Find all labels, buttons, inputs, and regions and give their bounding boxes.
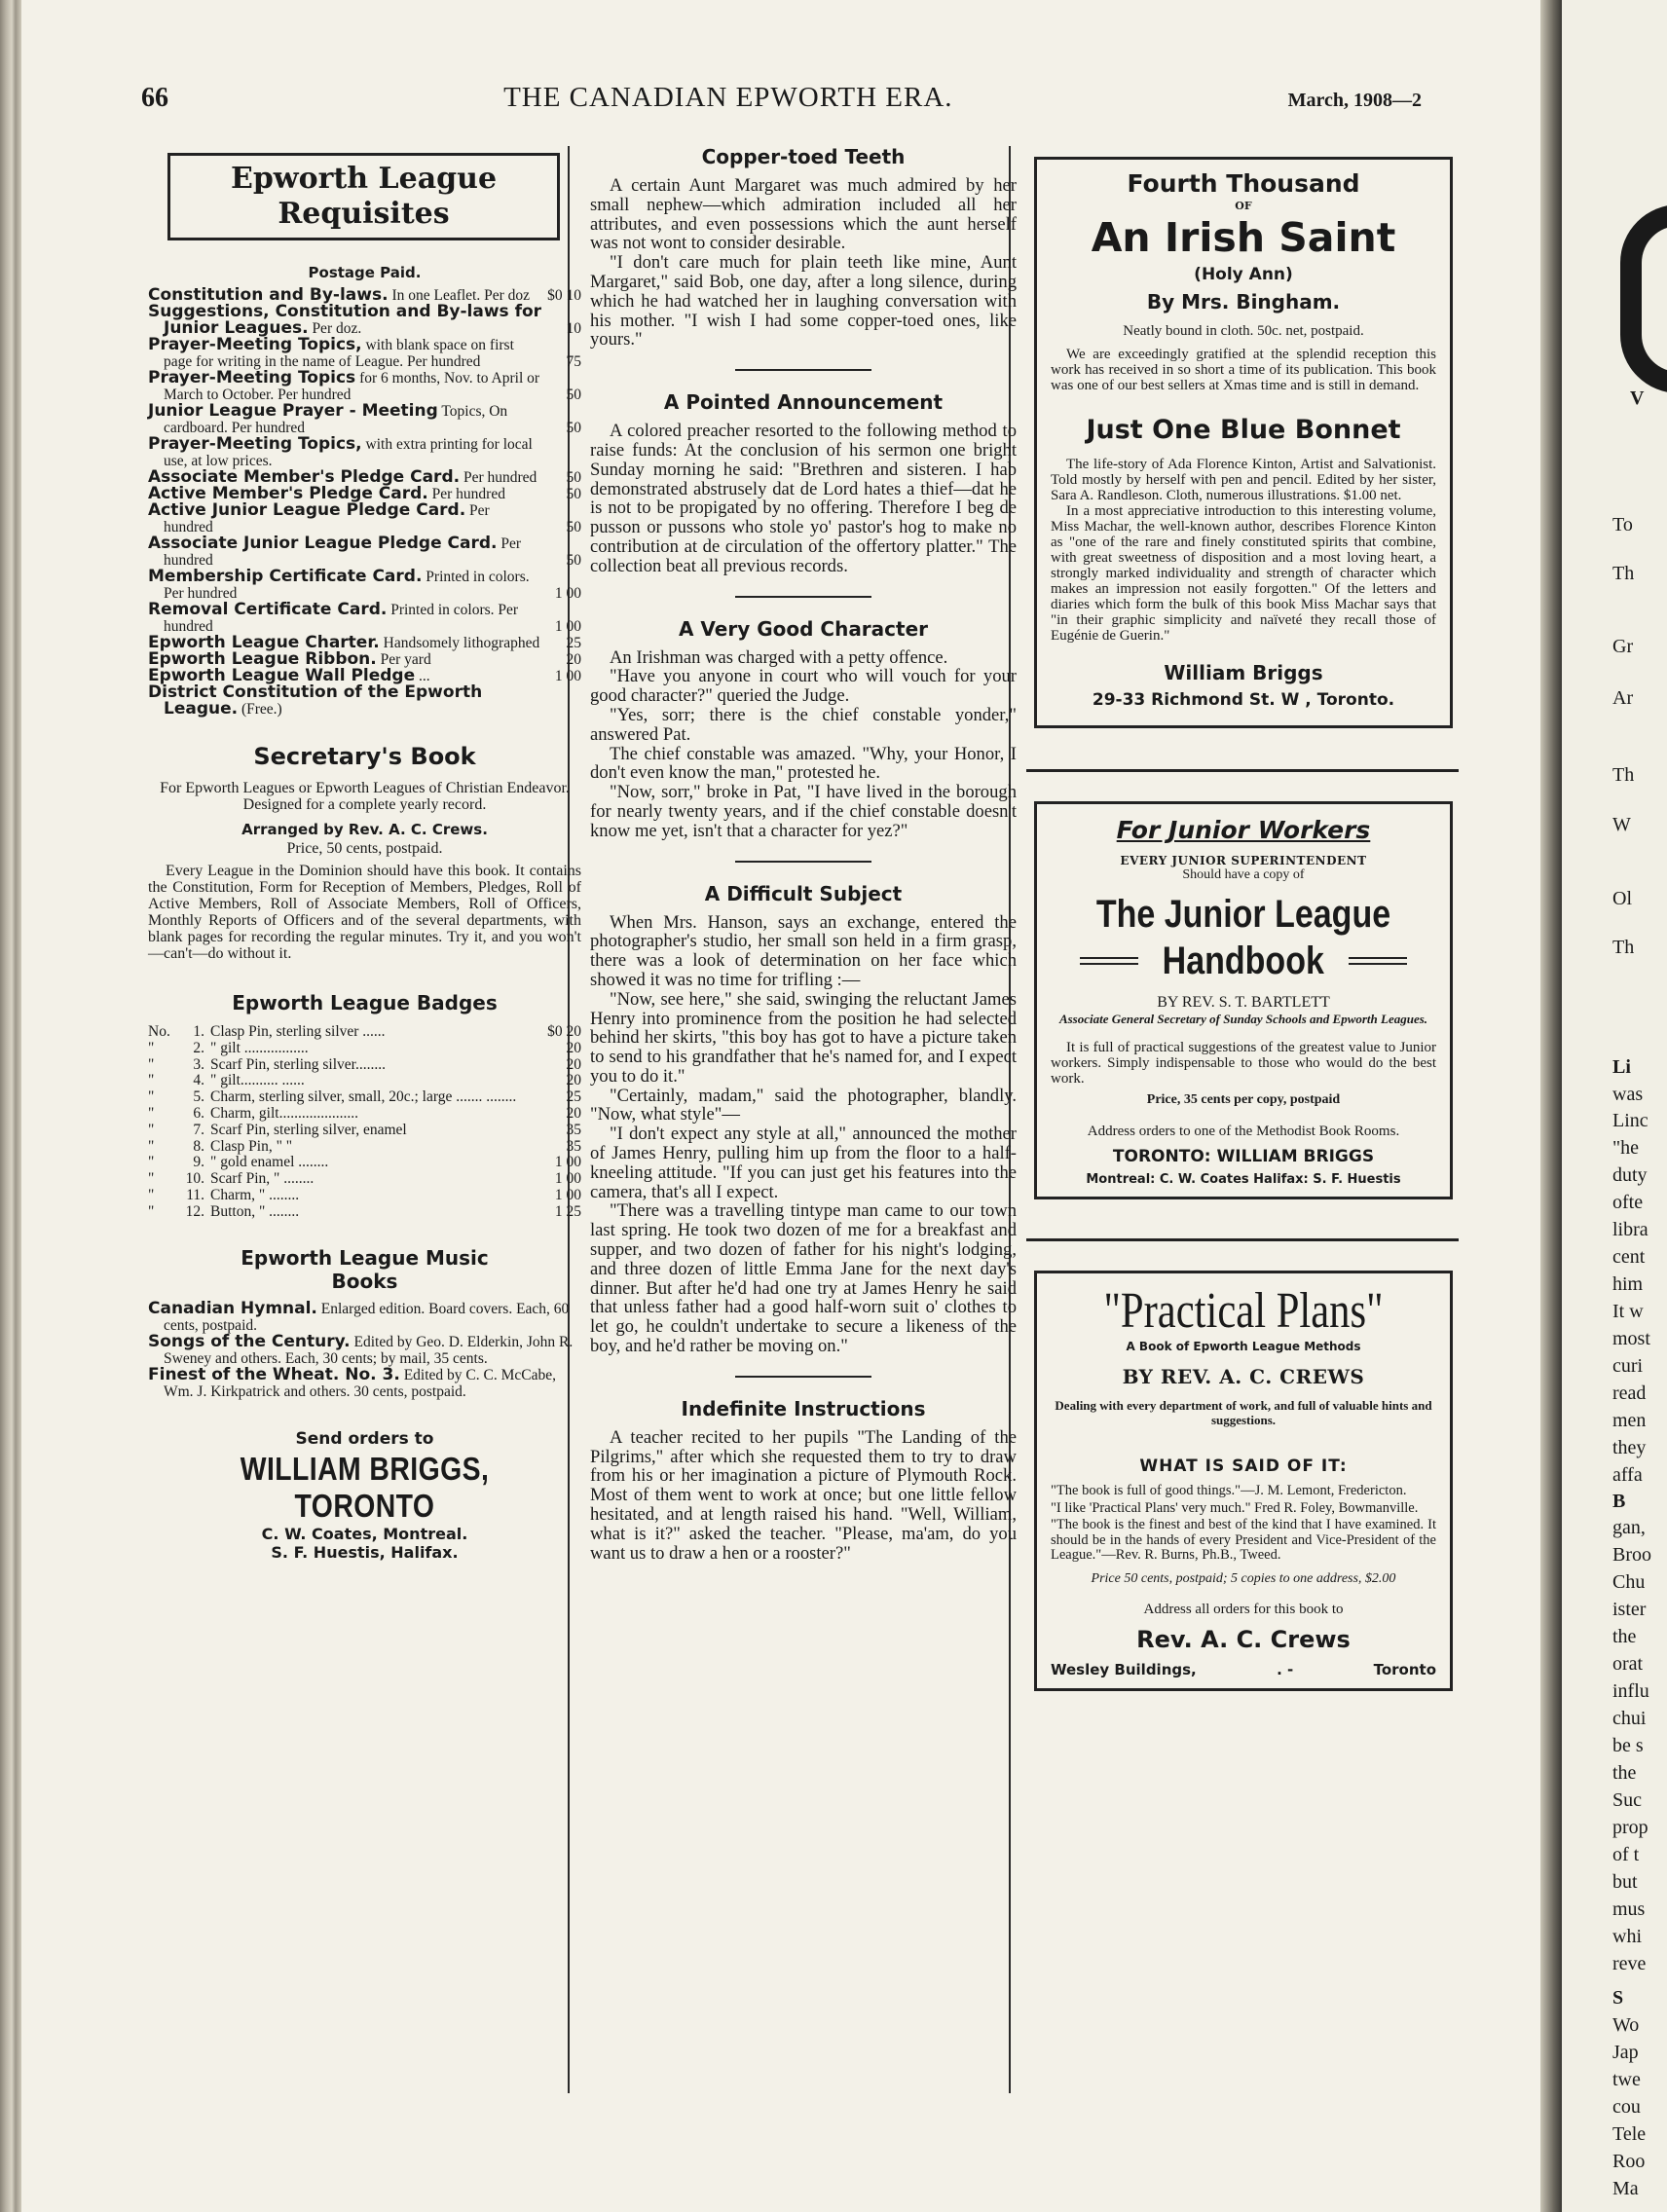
next-page-fragment: Chu (1612, 1571, 1646, 1593)
plans-quote: "I like 'Practical Plans' very much." Fred R. Foley, Bowmanville. (1051, 1499, 1419, 1516)
requisite-price: 50 (566, 552, 581, 569)
next-page-fragment: Suc (1612, 1789, 1642, 1811)
story-divider (735, 861, 871, 863)
story-paragraph: "There was a travelling tintype man came to our town last spring. He took two dozen of me for a breakfast and supper, and two dozen of father for his night's lodging, and three dozen of little Emma Jane for the next day's dinner. But after he'd had one try at James Henry he said that unless father had a good half-worn suit o' clothes to let go, he couldn't undertake to secure a likeness of the boy, and he'd rather be moving on." (590, 1200, 1017, 1357)
page-header (141, 82, 1422, 121)
ad-junior-toronto: TORONTO: WILLIAM BRIGGS (1112, 1147, 1375, 1166)
requisite-desc: Printed in colors. Per hundred (164, 569, 530, 602)
badge-price: 20 (566, 1104, 581, 1122)
music-desc: Enlarged edition. Board covers. Each, 60 cents, postpaid. (164, 1300, 570, 1334)
badge-text: Charm, gilt..................... (210, 1104, 358, 1122)
badge-row (148, 1073, 581, 1089)
next-page-fragment: the (1612, 1762, 1637, 1784)
next-page-edge (1562, 0, 1667, 2212)
secretary-body: Every League in the Dominion should have this book. It contains the Constitution, Form for Reception of Members, Pledges, Roll of Active Members, Roll of Associate Members, Roll of Officers, Monthly Reports of Officers and of the several departments, with blank pages for recording the regular minutes. Try it, and you won't—can't—do without it. (148, 863, 581, 962)
ad-plans-said: WHAT IS SAID OF IT: (1139, 1456, 1348, 1476)
requisite-item (148, 370, 581, 403)
badge-num: 9. (193, 1154, 204, 1171)
requisite-desc: Per hundred (427, 486, 505, 502)
ad-junior-every: EVERY JUNIOR SUPERINTENDENT (1120, 854, 1367, 867)
requisite-desc: with extra printing for local use, at low prices. (164, 436, 533, 469)
next-page-fragment: Jap (1612, 2042, 1639, 2063)
story-title: A Difficult Subject (704, 881, 903, 905)
badge-no: " (148, 1055, 155, 1073)
next-page-fragment: read (1612, 1382, 1647, 1404)
badge-num: 5. (193, 1088, 204, 1106)
badge-no: " (148, 1104, 155, 1122)
badges-list (148, 1024, 581, 1221)
next-page-fragment: men (1612, 1410, 1647, 1431)
plans-quote: "The book is full of good things."—J. M. Lemont, Fredericton. (1051, 1483, 1407, 1498)
ad-plans-quotes (1051, 1484, 1436, 1564)
music-name: Finest of the Wheat. No. 3. (148, 1364, 400, 1384)
badge-no: " (148, 1137, 155, 1155)
badge-text: Clasp Pin, " " (210, 1137, 293, 1155)
ad-bonnet-intro: In a most appreciative introduction to this interesting volume, Miss Machar, the well-known author, describes Florence Kinton as "one of the rare and finely constituted spirits that combine, with great sweetness of disposition and a most loving heart, a strongly marked individuality and strength of character which makes an impression not easily forgotten." Of the letters and diaries which form the bulk of this book Miss Machar says that "in their graphic simplicity and naïveté they recall those of Eugénie de Guerin." (1051, 503, 1436, 644)
ad-junior-montreal: Montreal: C. W. Coates Halifax: S. F. Huestis (1086, 1172, 1401, 1187)
next-page-fragment: Th (1612, 563, 1635, 584)
badge-price: $0 20 (547, 1023, 581, 1040)
next-page-fragment: curi (1612, 1355, 1644, 1377)
column-ads (1034, 149, 1453, 1691)
badge-price: 1 00 (554, 1154, 581, 1171)
send-orders-line1: C. W. Coates, Montreal. (261, 1524, 468, 1543)
requisite-desc: In one Leaflet. Per doz (388, 287, 531, 304)
publication-title: THE CANADIAN EPWORTH ERA. (503, 82, 953, 113)
badge-no: " (148, 1121, 155, 1138)
next-page-fragment: Gr (1612, 636, 1634, 657)
badge-row (148, 1123, 581, 1139)
music-title-1: Epworth League Music (241, 1245, 489, 1270)
next-page-fragment: Ar (1612, 687, 1634, 709)
ad-junior-workers (1034, 801, 1453, 1199)
badge-text: Button, " ........ (210, 1202, 300, 1220)
ad-bonnet-title: Just One Blue Bonnet (1086, 415, 1401, 445)
badge-row (148, 1204, 581, 1221)
requisite-name: District Constitution of the Epworth League. (148, 682, 483, 719)
next-page-fragment: of t (1612, 1844, 1640, 1865)
next-page-fragment: It w (1612, 1301, 1644, 1322)
next-page-fragment: Ol (1612, 888, 1632, 909)
music-item (148, 1364, 581, 1400)
requisite-desc: Handsomely lithographed (379, 635, 540, 651)
requisite-name: Active Junior League Pledge Card. (148, 500, 466, 520)
badge-no: " (148, 1072, 155, 1089)
badge-price: 20 (566, 1055, 581, 1073)
requisite-item (148, 403, 581, 436)
ad-irish-by: By Mrs. Bingham. (1146, 290, 1341, 313)
requisite-desc: Topics, On cardboard. Per hundred (164, 403, 508, 436)
requisite-name: Membership Certificate Card. (148, 567, 423, 586)
music-desc: Edited by Geo. D. Elderkin, John R. Sweney and others. Each, 30 cents; by mail, 35 cents. (164, 1333, 574, 1367)
page-gutter (1540, 0, 1562, 2212)
badge-row (148, 1057, 581, 1074)
ad-plans-sub: A Book of Epworth League Methods (1126, 1340, 1361, 1353)
requisite-name: Constitution and By-laws. (148, 285, 389, 305)
requisite-desc: Per hundred (460, 469, 537, 486)
requisite-name: Epworth League Wall Pledge (148, 666, 416, 685)
requisite-name: Prayer-Meeting Topics, (148, 335, 362, 354)
badge-price: 20 (566, 1072, 581, 1089)
badge-num: 4. (193, 1072, 204, 1089)
badge-no: " (148, 1039, 155, 1056)
next-page-fragment: affa (1612, 1464, 1643, 1486)
requisite-name: Suggestions, Constitution and By-laws for Junior Leagues. (148, 302, 542, 338)
requisites-list (148, 287, 581, 718)
send-orders-name: WILLIAM BRIGGS, TORONTO (240, 1450, 490, 1524)
requisite-price: $0 10 (547, 287, 581, 304)
story-paragraph: The chief constable was amazed. "Why, your Honor, I don't even know the man," protested he. (590, 743, 1017, 784)
story-paragraph: An Irishman was charged with a petty offence. (610, 646, 948, 668)
next-page-fragment: the (1612, 1626, 1637, 1647)
requisite-desc: ... (415, 668, 430, 684)
next-page-fragment: ofte (1612, 1192, 1644, 1213)
next-page-fragment: Th (1612, 937, 1635, 958)
ad-plans-wes2: . - (1277, 1660, 1294, 1678)
ad-plans-by: BY REV. A. C. CREWS (1122, 1365, 1365, 1388)
badge-text: Scarf Pin, " ........ (210, 1170, 315, 1188)
badge-row (148, 1139, 581, 1156)
requisite-item (148, 436, 581, 469)
ad-junior-body: It is full of practical suggestions of the greatest value to Junior workers. Simply indispensable to those who would do the best work. (1051, 1040, 1436, 1087)
requisite-name: Epworth League Charter. (148, 633, 380, 652)
story-paragraph: "Certainly, madam," said the photographer, blandly. "Now, what style"— (590, 1085, 1017, 1125)
requisite-price: 50 (566, 469, 581, 486)
story-paragraph: When Mrs. Hanson, says an exchange, entered the photographer's studio, her small son held in a firm grasp, there was a look of determination on her face which showed it was no time for trifling :— (590, 911, 1017, 990)
requisite-name: Epworth League Ribbon. (148, 649, 377, 669)
postage-label: Postage Paid. (308, 264, 422, 281)
next-page-fragment: him (1612, 1273, 1644, 1295)
story-title: A Very Good Character (678, 616, 929, 641)
requisite-price: 50 (566, 486, 581, 502)
secretary-arranged: Arranged by Rev. A. C. Crews. (241, 821, 488, 838)
badge-num: 6. (193, 1104, 204, 1122)
story-title: Copper-toed Teeth (701, 145, 906, 168)
requisite-name: Removal Certificate Card. (148, 600, 388, 619)
story-divider (735, 369, 871, 371)
next-page-fragment: cou (1612, 2096, 1641, 2118)
badge-num: 10. (185, 1170, 204, 1188)
requisite-item (148, 602, 581, 635)
badge-text: Charm, " ........ (210, 1186, 300, 1203)
ad-plans-address: Address all orders for this book to (1143, 1601, 1344, 1617)
ad-irish-body: We are exceedingly gratified at the splendid reception this work has received in so short a time of its publication. This book was one of our best sellers at Xmas time and is still in demand. (1051, 347, 1436, 393)
ad-irish-of: OF (1235, 200, 1252, 212)
ad-plans-title: "Practical Plans" (1103, 1283, 1384, 1339)
story-paragraph: "Have you anyone in court who will vouch for your good character?" queried the Judge. (590, 666, 1017, 707)
newspaper-page (21, 0, 1540, 2212)
ad-plans-name: Rev. A. C. Crews (1136, 1625, 1351, 1653)
music-desc: Edited by C. C. McCabe, Wm. J. Kirkpatrick and others. 30 cents, postpaid. (164, 1366, 556, 1400)
requisite-price: 20 (566, 651, 581, 668)
requisite-item (148, 684, 581, 718)
requisite-price: 10 (566, 320, 581, 337)
badge-row (148, 1041, 581, 1057)
requisites-title-1: Epworth League (230, 162, 498, 196)
badge-text: " gilt.......... ...... (210, 1072, 305, 1089)
ad-plans-price: Price 50 cents, postpaid; 5 copies to one address, $2.00 (1091, 1570, 1396, 1586)
next-page-fragment: Tele (1612, 2123, 1647, 2145)
badge-num: 7. (193, 1121, 204, 1138)
next-page-fragment: influ (1612, 1680, 1649, 1702)
story-paragraph: "I don't care much for plain teeth like mine, Aunt Margaret," said Bob, one day, after a long silence, during which he had watched her in laughing conversation with his mother. "I wish I had some copper-toed ones, like yours." (590, 252, 1017, 350)
requisite-item (148, 337, 581, 370)
requisite-item (148, 569, 581, 602)
next-page-fragment: Li (1612, 1056, 1631, 1078)
requisite-desc: Per hundred (164, 502, 490, 535)
page-number: 66 (141, 83, 168, 113)
next-page-fragment: Roo (1612, 2151, 1646, 2172)
requisite-name: Active Member's Pledge Card. (148, 484, 428, 503)
badge-no: " (148, 1202, 155, 1220)
next-page-fragment: be s (1612, 1735, 1644, 1756)
requisite-desc: Per yard (376, 651, 431, 668)
ad-bonnet-body: The life-story of Ada Florence Kinton, Artist and Salvationist. Told mostly by herself with pen and pencil. Edited by her sister, Sara A. Randleson. Cloth, numerous illustrations. $1.00 net. (1051, 457, 1436, 503)
requisite-item (148, 304, 581, 337)
music-item (148, 1331, 581, 1367)
ad-separator (1026, 769, 1459, 772)
badge-price: 35 (566, 1121, 581, 1138)
badge-price: 25 (566, 1088, 581, 1106)
requisites-title-box (167, 153, 560, 240)
next-page-fragment: they (1612, 1437, 1647, 1458)
next-page-fragment: duty (1612, 1164, 1648, 1186)
ad-junior-assoc: Associate General Secretary of Sunday Schools and Epworth Leagues. (1058, 1012, 1428, 1026)
next-page-fragment: Linc (1612, 1110, 1648, 1131)
story-title: A Pointed Announcement (663, 390, 944, 415)
music-list (148, 1298, 581, 1400)
next-page-fragment: was (1612, 1084, 1644, 1105)
ad-junior-handbook-row (1051, 938, 1436, 984)
next-page-fragment: Th (1612, 764, 1635, 786)
badge-text: Clasp Pin, sterling silver ...... (210, 1023, 386, 1040)
badge-row (148, 1155, 581, 1171)
ad-irish-title: An Irish Saint (1091, 214, 1396, 261)
story-paragraph: "Yes, sorr; there is the chief constable yonder," answered Pat. (590, 704, 1017, 745)
next-page-fragment: most (1612, 1328, 1650, 1349)
music-item (148, 1298, 581, 1334)
ad-plans-deal: Dealing with every department of work, and full of valuable hints and suggestions. (1055, 1398, 1432, 1427)
next-page-fragment: B (1612, 1491, 1626, 1512)
ad-junior-book1: The Junior League (1095, 893, 1391, 936)
next-page-fragment: Ma (1612, 2178, 1639, 2199)
story-title: Indefinite Instructions (681, 1396, 926, 1420)
badge-no: " (148, 1088, 155, 1106)
next-page-fragment: To (1612, 514, 1633, 535)
next-page-fragment: "he (1612, 1137, 1640, 1159)
ad-separator-2 (1026, 1238, 1459, 1241)
next-page-fragment: but (1612, 1871, 1638, 1893)
story-paragraph: A colored preacher resorted to the following method to raise funds: At the conclusion of his sermon one bright Sunday morning he said: "Brethren and sisteren. I hab demonstrated abstrusely dat de Lord hates a thief—dat he is not to be propigated by no offering. Therefore I beg de pusson or pussons who stole yo' pastor's hog to make no contribution at de circulation of the offertory platter." The collection beat all previous records. (590, 421, 1017, 576)
secretary-title: Secretary's Book (253, 743, 476, 770)
next-page-fragment: ister (1612, 1599, 1647, 1620)
story-divider (735, 596, 871, 598)
badge-row (148, 1171, 581, 1188)
requisite-price: 50 (566, 519, 581, 535)
double-rule-left (1080, 957, 1138, 965)
ad-plans-wes1: Wesley Buildings, (1051, 1660, 1197, 1678)
badge-num: 8. (193, 1137, 204, 1155)
ad-junior-title: For Junior Workers (1116, 816, 1371, 844)
badge-no: No. (148, 1023, 170, 1040)
next-page-fragment: libra (1612, 1219, 1648, 1240)
secretary-intro: For Epworth Leagues or Epworth Leagues of Christian Endeavor. Designed for a complete yearly record. (160, 780, 570, 813)
music-title (148, 1246, 581, 1293)
music-title-2: Books (331, 1269, 398, 1293)
badge-price: 35 (566, 1137, 581, 1155)
ad-plans-wesley (1051, 1661, 1436, 1678)
requisite-item (148, 535, 581, 569)
badge-no: " (148, 1170, 155, 1188)
badge-num: 11. (186, 1186, 204, 1203)
badge-num: 12. (185, 1202, 204, 1220)
next-page-fragment: cent (1612, 1246, 1646, 1268)
requisite-name: Prayer-Meeting Topics (148, 368, 356, 387)
ad-junior-address: Address orders to one of the Methodist Book Rooms. (1087, 1124, 1400, 1139)
send-orders-label: Send orders to (295, 1428, 434, 1449)
next-page-fragment: whi (1612, 1926, 1642, 1947)
issue-date: March, 1908—2 (1287, 90, 1422, 111)
requisite-name: Prayer-Meeting Topics, (148, 434, 362, 454)
badge-num: 2. (193, 1039, 204, 1056)
badge-row (148, 1106, 581, 1123)
badge-row (148, 1089, 581, 1106)
ad-irish-saint (1034, 157, 1453, 728)
next-page-fragment: V (1630, 387, 1645, 409)
ad-junior-by: BY REV. S. T. BARTLETT (1157, 994, 1330, 1011)
next-page-fragment: W (1612, 814, 1631, 835)
next-page-fragment: reve (1612, 1953, 1647, 1974)
column-requisites (148, 141, 581, 1562)
plans-quote: "The book is the finest and best of the kind that I have examined. It should be in the hands of every President and Vice-President of the League."—Rev. R. Burns, Ph.B., Tweed. (1051, 1517, 1436, 1563)
badge-text: Charm, sterling silver, small, 20c.; large ....... ........ (210, 1088, 517, 1106)
requisite-desc: (Free.) (238, 701, 282, 718)
requisite-price: 75 (566, 353, 581, 370)
requisite-price: 50 (566, 387, 581, 403)
next-page-fragment: S (1612, 1987, 1624, 2009)
badge-price: 1 25 (554, 1202, 581, 1220)
badge-no: " (148, 1186, 155, 1203)
binding-edge (0, 0, 21, 2212)
next-page-fragment: orat (1612, 1653, 1644, 1675)
ad-plans-wes3: Toronto (1373, 1660, 1436, 1678)
badge-text: Scarf Pin, sterling silver........ (210, 1055, 386, 1073)
requisite-name: Associate Member's Pledge Card. (148, 467, 461, 487)
next-page-fragment: chui (1612, 1708, 1647, 1729)
ad-junior-price: Price, 35 cents per copy, postpaid (1146, 1092, 1341, 1107)
requisite-desc: Printed in colors. Per hundred (164, 602, 519, 635)
badge-text: Scarf Pin, sterling silver, enamel (210, 1121, 407, 1138)
requisite-name: Junior League Prayer - Meeting (148, 401, 438, 421)
music-name: Canadian Hymnal. (148, 1298, 317, 1318)
requisite-price: 25 (566, 635, 581, 651)
story-paragraph: "I don't expect any style at all," announced the mother of James Henry, pulling him up from the floor to a half-kneeling attitude. "If you can just get his features into the camera, that's all I expect. (590, 1124, 1017, 1202)
column-stories (590, 141, 1017, 1563)
badge-row (148, 1024, 581, 1041)
badge-price: 1 00 (554, 1170, 581, 1188)
ad-irish-publisher: William Briggs (1164, 661, 1323, 684)
badge-num: 1. (193, 1023, 204, 1040)
badge-row (148, 1188, 581, 1204)
badges-title: Epworth League Badges (232, 991, 498, 1014)
ad-practical-plans (1034, 1271, 1453, 1691)
badge-price: 20 (566, 1039, 581, 1056)
next-page-fragment: mus (1612, 1899, 1646, 1920)
ad-irish-top: Fourth Thousand (1127, 169, 1360, 198)
requisite-price: 1 00 (554, 668, 581, 684)
send-orders-line2: S. F. Huestis, Halifax. (271, 1542, 459, 1562)
double-rule-right (1349, 957, 1407, 965)
requisite-item (148, 502, 581, 535)
next-page-large-letter (1620, 204, 1667, 393)
next-page-fragment: Broo (1612, 1544, 1651, 1566)
requisite-desc: with blank space on first page for writing in the name of League. Per hundred (164, 337, 514, 370)
ad-junior-should: Should have a copy of (1182, 867, 1305, 882)
badge-price: 1 00 (554, 1186, 581, 1203)
requisite-price: 1 00 (554, 618, 581, 635)
requisite-price: 1 00 (554, 585, 581, 602)
requisite-desc: Per doz. (308, 320, 362, 337)
badge-text: " gold enamel ........ (210, 1154, 329, 1171)
next-page-fragment: gan, (1612, 1517, 1646, 1538)
badge-num: 3. (193, 1055, 204, 1073)
ad-junior-book2: Handbook (1162, 940, 1325, 982)
secretary-price: Price, 50 cents, postpaid. (286, 840, 443, 857)
ad-irish-bound: Neatly bound in cloth. 50c. net, postpaid. (1123, 323, 1364, 339)
requisite-name: Associate Junior League Pledge Card. (148, 534, 498, 553)
story-paragraph: "Now, see here," she said, swinging the reluctant James Henry into prominence from the position he had selected behind her skirts, "this boy has got to have a picture taken to send to his grandfather that he's named for, and I expect you to do it." (590, 988, 1017, 1087)
story-divider (735, 1376, 871, 1378)
ad-irish-sub: (Holy Ann) (1194, 265, 1293, 284)
ad-irish-address: 29-33 Richmond St. W , Toronto. (1092, 690, 1395, 710)
next-page-fragment: prop (1612, 1817, 1648, 1838)
badge-text: " gilt ................. (210, 1039, 309, 1056)
requisites-title-2: Requisites (278, 197, 450, 231)
requisite-desc: for 6 months, Nov. to April or March to October. Per hundred (164, 370, 540, 403)
story-paragraph: "Now, sorr," broke in Pat, "I have lived in the borough for nearly twenty years, and if the chief constable doesn't know me yet, isn't that a character for yez?" (590, 782, 1017, 841)
requisite-price: 50 (566, 420, 581, 436)
badge-no: " (148, 1154, 155, 1171)
music-name: Songs of the Century. (148, 1331, 351, 1351)
next-page-fragment: twe (1612, 2069, 1641, 2090)
requisite-desc: Per hundred (164, 535, 522, 569)
next-page-fragment: Wo (1612, 2014, 1640, 2036)
story-paragraph: A teacher recited to her pupils "The Landing of the Pilgrims," after which she requested them to try to draw from his or her imagination a picture of Plymouth Rock. Most of them went to work at once; but one little fellow hesitated, and at length raised his hand. "Well, William, what is it?" asked the teacher. "Please, ma'am, do you want us to draw a hen or a rooster?" (590, 1426, 1017, 1564)
story-paragraph: A certain Aunt Margaret was much admired by her small nephew—which admiration included all her attributes, and even possessions which the aunt herself was not wont to consider desirable. (590, 175, 1017, 254)
